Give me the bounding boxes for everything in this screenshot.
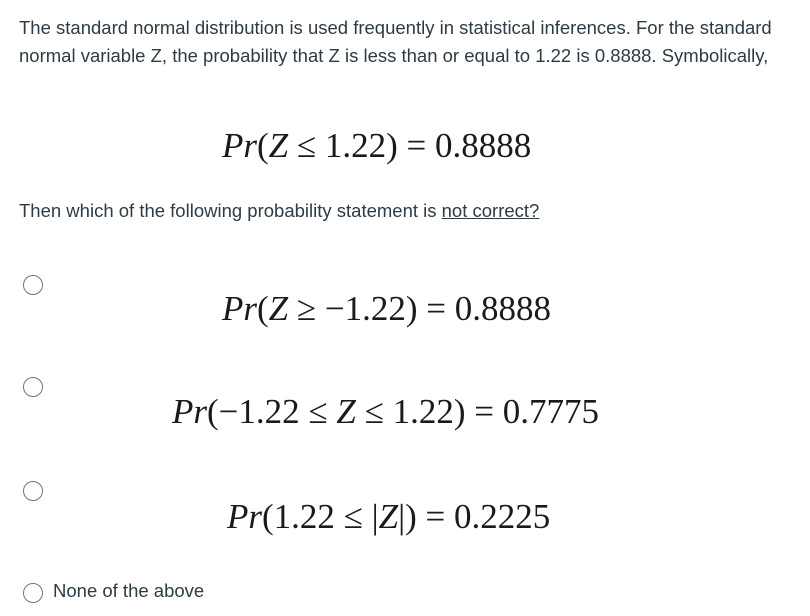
pr-symbol: Pr <box>222 126 257 165</box>
emphasis-not-correct: not correct? <box>441 200 540 221</box>
threshold-value: 1.22 <box>324 126 387 165</box>
question-prompt: Then which of the following probability statement is not correct? <box>19 200 540 221</box>
option-a-equation: Pr(Z ≥ −1.22) = 0.8888 <box>222 289 551 328</box>
radio-option-a[interactable] <box>23 275 43 295</box>
main-equation: Pr(Z ≤ 1.22) = 0.8888 <box>222 126 532 165</box>
option-d-label: None of the above <box>53 580 205 601</box>
question-intro-text: The standard normal distribution is used frequently in statistical inferences. For the standard normal variable Z, the probability that Z is less than or equal to 1.22 is 0.8888. Symbolically, <box>19 17 772 66</box>
variable-z: Z <box>268 126 289 165</box>
probability-value: 0.8888 <box>435 126 532 165</box>
option-c-equation: Pr(1.22 ≤ |Z|) = 0.2225 <box>227 497 551 536</box>
radio-option-c[interactable] <box>23 481 43 501</box>
radio-option-b[interactable] <box>23 377 43 397</box>
radio-option-d[interactable] <box>23 583 43 603</box>
leq-operator: ≤ <box>296 126 317 165</box>
option-b-equation: Pr(−1.22 ≤ Z ≤ 1.22) = 0.7775 <box>172 392 599 431</box>
